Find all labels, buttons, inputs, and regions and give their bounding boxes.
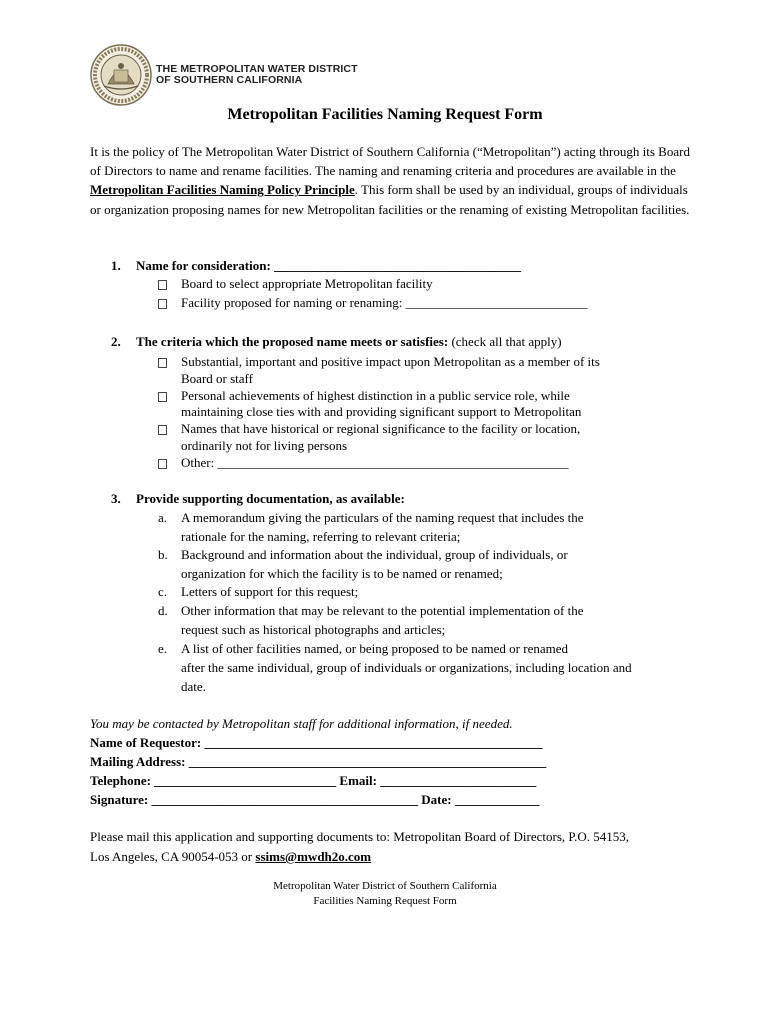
mail-instructions-line1: Please mail this application and supporting documents to: Metropolitan Board of Directors, P.O. 54153, — [90, 829, 630, 844]
criteria-heading: The criteria which the proposed name meets or satisfies: (check all that apply) — [136, 334, 562, 349]
criteria-impact-line1: Substantial, important and positive impact upon Metropolitan as a member of its — [181, 354, 600, 369]
doc-item-c-line1: Letters of support for this request; — [181, 584, 359, 599]
option-board-select: Board to select appropriate Metropolitan facility — [181, 276, 433, 291]
doc-item-b-letter: b. — [158, 547, 168, 562]
criteria-impact-line2: Board or staff — [181, 371, 253, 386]
date-field[interactable]: Date: _____________ — [418, 792, 540, 807]
doc-item-e-line3: date. — [181, 679, 206, 694]
name-for-consideration-field[interactable]: Name for consideration: ______________________________________ — [136, 258, 522, 273]
name-of-requestor-field[interactable]: Name of Requestor: ____________________________________________________ — [90, 735, 543, 750]
mailing-address-field[interactable]: Mailing Address: _______________________________________________________ — [90, 754, 547, 769]
section-3-number: 3. — [111, 491, 121, 506]
doc-item-d-line1: Other information that may be relevant to the potential implementation of the — [181, 603, 584, 618]
contact-note: You may be contacted by Metropolitan staff for additional information, if needed. — [90, 716, 513, 731]
doc-item-d-letter: d. — [158, 603, 168, 618]
policy-link[interactable]: Metropolitan Facilities Naming Policy Principle — [90, 182, 355, 198]
signature-field[interactable]: Signature: _________________________________________ — [90, 792, 419, 807]
criteria-historical-line1: Names that have historical or regional significance to the facility or location, — [181, 421, 581, 436]
option-facility-proposed[interactable]: Facility proposed for naming or renaming: ____________________________ — [181, 295, 588, 310]
doc-item-a-line1: A memorandum giving the particulars of the naming request that includes the — [181, 510, 584, 525]
telephone-email-row — [90, 773, 536, 789]
doc-item-c-letter: c. — [158, 584, 168, 599]
doc-item-e-line1: A list of other facilities named, or being proposed to be named or renamed — [181, 641, 568, 656]
checkbox-criteria-impact[interactable] — [158, 358, 167, 368]
criteria-other-field[interactable]: Other: ______________________________________________________ — [181, 455, 569, 470]
doc-item-d-line2: request such as historical photographs and articles; — [181, 622, 446, 637]
footer-line1: Metropolitan Water District of Southern California — [273, 880, 497, 892]
organization-name: THE METROPOLITAN WATER DISTRICT OF SOUTHERN CALIFORNIA — [156, 63, 358, 86]
doc-item-e-line2: after the same individual, group of individuals or organizations, including location and — [181, 660, 632, 675]
doc-item-e-letter: e. — [158, 641, 168, 656]
criteria-achievements-line1: Personal achievements of highest distinction in a public service role, while — [181, 388, 570, 403]
email-field[interactable]: Email: ________________________ — [336, 773, 537, 788]
doc-item-a-line2: rationale for the naming, referring to relevant criteria; — [181, 529, 461, 544]
footer-line2: Facilities Naming Request Form — [313, 895, 457, 907]
intro-paragraph: It is the policy of The Metropolitan Water District of Southern California (“Metropolitan”) acting through its Board of Directors to name and rename facilities. The naming and renaming criteria and procedures are available in the Metropolitan Facilities Naming Policy Principle. This form shall be used by an individual, groups of individuals or organization proposing names for new Metropolitan facilities or the renaming of existing Metropolitan facilities. — [90, 144, 690, 217]
checkbox-criteria-achievements[interactable] — [158, 392, 167, 402]
doc-item-a-letter: a. — [158, 510, 168, 525]
mail-instructions-line2: Los Angeles, CA 90054-053 or ssims@mwdh2o.com — [90, 849, 372, 864]
section-2-number: 2. — [111, 334, 121, 349]
criteria-achievements-line2: maintaining close ties with and providing significant support to Metropolitan — [181, 404, 582, 419]
checkbox-criteria-historical[interactable] — [158, 425, 167, 435]
telephone-field[interactable]: Telephone: ____________________________ — [90, 773, 337, 788]
checkbox-criteria-other[interactable] — [158, 459, 167, 469]
checkbox-board-select[interactable] — [158, 280, 167, 290]
mwd-seal-logo — [90, 44, 152, 106]
documentation-heading: Provide supporting documentation, as available: — [136, 491, 405, 506]
form-title: Metropolitan Facilities Naming Request Form — [227, 106, 543, 123]
checkbox-facility-proposed[interactable] — [158, 299, 167, 309]
section-1-number: 1. — [111, 258, 121, 273]
doc-item-b-line2: organization for which the facility is to be named or renamed; — [181, 566, 503, 581]
signature-date-row — [90, 792, 539, 808]
doc-item-b-line1: Background and information about the individual, group of individuals, or — [181, 547, 568, 562]
criteria-historical-line2: ordinarily not for living persons — [181, 438, 348, 453]
contact-email-link[interactable]: ssims@mwdh2o.com — [255, 849, 372, 864]
